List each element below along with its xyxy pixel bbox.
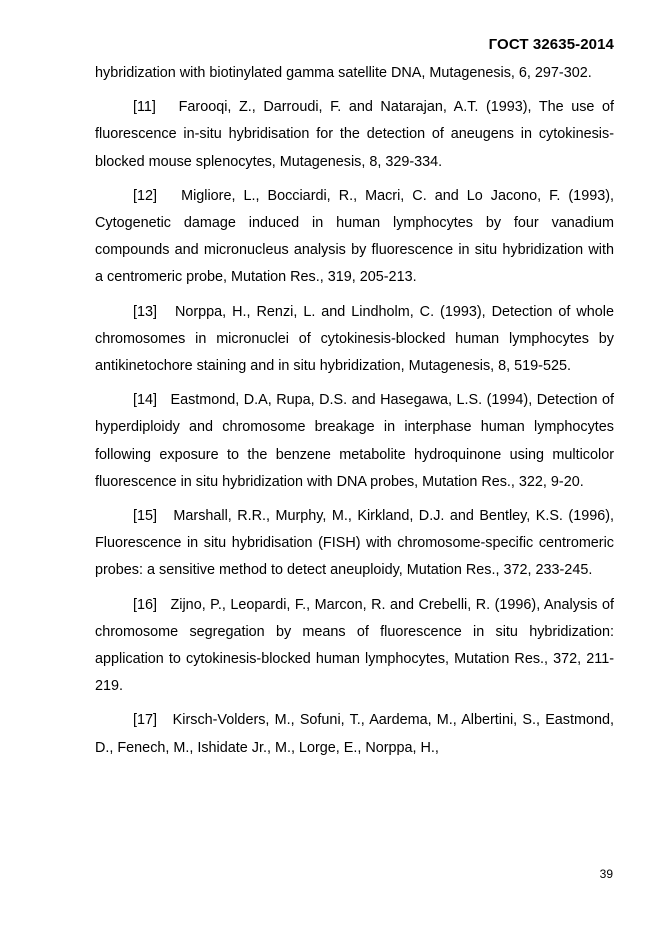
reference-text: Zijno, P., Leopardi, F., Marcon, R. and Crebelli, R. (1996), Analysis of chromosome segregation by means of fluorescence in situ hybridization: application to cytokinesis-blocked human lymphocytes, Mutation Res., 372, 211-219.	[95, 596, 614, 695]
reference-text: Marshall, R.R., Murphy, M., Kirkland, D.J. and Bentley, K.S. (1996), Fluorescence in situ hybridisation (FISH) with chromosome-specific centromeric probes: a sensitive method to detect aneuploidy, Mutation Res., 372, 233-245.	[95, 508, 614, 579]
reference-12	[95, 183, 614, 292]
reference-text: Migliore, L., Bocciardi, R., Macri, C. and Lo Jacono, F. (1993), Cytogenetic damage induced in human lymphocytes by four vanadium compounds and micronucleus analysis by fluorescence in situ hybridization with a centromeric probe, Mutation Res., 319, 205-213.	[95, 187, 614, 286]
reference-14	[95, 387, 614, 496]
reference-number: [15]	[133, 508, 158, 525]
reference-11	[95, 94, 614, 176]
reference-13	[95, 299, 614, 381]
reference-text: Norppa, H., Renzi, L. and Lindholm, C. (1993), Detection of whole chromosomes in micronuclei of cytokinesis-blocked human lymphocytes by antikinetochore staining and in situ hybridization, Mutagenesis, 8, 519-525.	[95, 303, 615, 375]
continued-reference-text: hybridization with biotinylated gamma satellite DNA, Mutagenesis, 6, 297-302.	[95, 65, 592, 81]
reference-number: [11]	[133, 99, 156, 116]
reference-number: [16]	[133, 596, 158, 613]
reference-17	[95, 707, 614, 761]
reference-text: Eastmond, D.A, Rupa, D.S. and Hasegawa, L.S. (1994), Detection of hyperdiploidy and chromosome breakage in interphase human lymphocytes following exposure to the benzene metabolite hydroquinone using multicolor fluorescence in situ hybridization with DNA probes, Mutation Res., 322, 9-20.	[95, 392, 614, 490]
reference-number: [17]	[133, 712, 158, 729]
reference-number: [12]	[133, 187, 158, 204]
reference-number: [14]	[133, 392, 158, 409]
reference-16	[95, 592, 614, 701]
reference-text: Farooqi, Z., Darroudi, F. and Natarajan, A.T. (1993), The use of fluorescence in-situ hybridisation for the detection of aneugens in cytokinesis-blocked mouse splenocytes, Mutagenesis, 8, 329-334.	[95, 99, 614, 170]
references-body	[95, 60, 614, 762]
reference-15	[95, 503, 614, 585]
reference-number: [13]	[133, 303, 158, 320]
standard-code-header: ГОСТ 32635-2014	[488, 36, 614, 53]
reference-text: Kirsch-Volders, M., Sofuni, T., Aardema, M., Albertini, S., Eastmond, D., Fenech, M., Ishidate Jr., M., Lorge, E., Norppa, H.,	[95, 712, 614, 756]
page-number: 39	[599, 867, 613, 881]
